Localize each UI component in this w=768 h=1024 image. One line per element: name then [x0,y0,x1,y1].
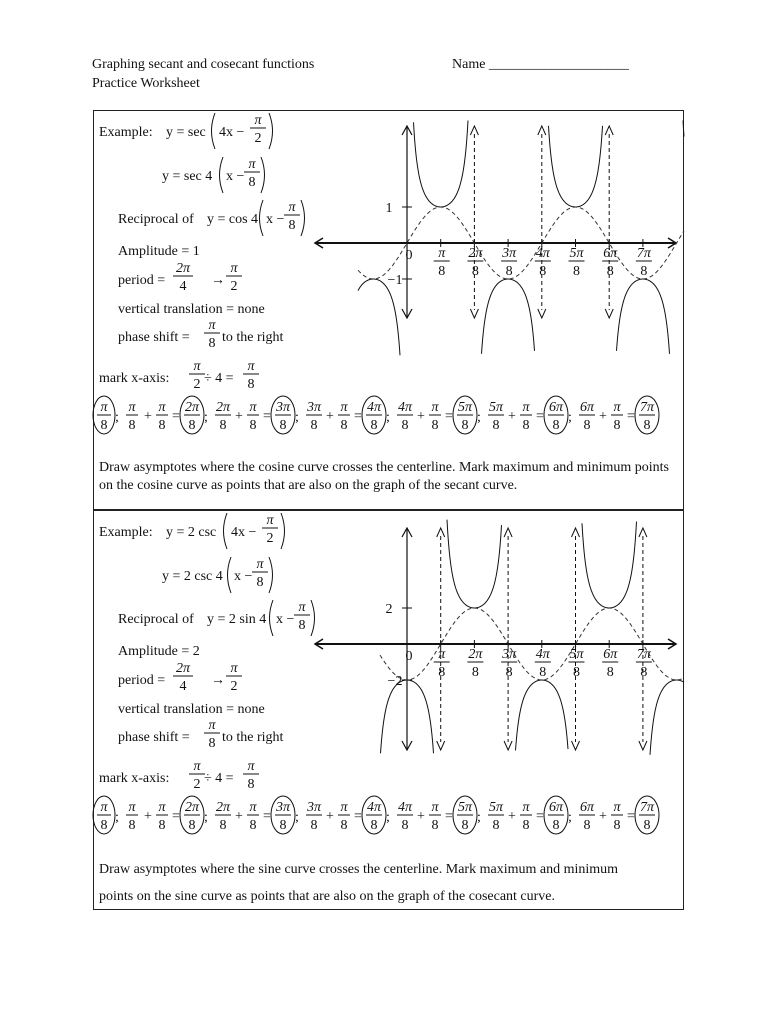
mark-first-1-numerator: π [100,800,108,815]
mark-step5-semicolon-0: ; [568,410,572,425]
reciprocal-branch-1-2 [516,680,569,751]
mark-step5-result-1-numerator: 6π [548,800,564,815]
period-fraction2-0-denominator: 2 [230,279,238,294]
instruction-line2-1: points on the sine curve as points that are also on the graph of the cosecant curve. [99,889,556,904]
x-tick-label-1-5-numerator: 5π [569,647,584,662]
x-tick-label-1-2-numerator: 2π [468,647,483,662]
asymptote-top-arrow-1-3 [639,528,647,537]
mark-step2-semicolon-0: ; [295,410,299,425]
mark-step6-result-1-numerator: 7π [639,800,655,815]
mark-step3-semicolon-0: ; [386,410,390,425]
period-fraction1-1-denominator: 4 [179,679,187,694]
y-tick-neg-label-0: −1 [387,273,403,288]
phase-shift-label-1: phase shift = [118,730,190,745]
y-tick-neg-label-1: −2 [387,674,403,689]
mark-step6-plus-0: + [599,409,607,424]
reciprocal-fraction-0-numerator: π [288,200,296,215]
x-tick-label-0-2-numerator: 2π [468,246,483,261]
equation2-inner-0: x − [226,169,245,184]
reciprocal-inner-1: x − [276,612,295,627]
mark-step3-plus-0: + [326,409,334,424]
amplitude-0: Amplitude = 1 [118,244,200,259]
equation2-fraction-0-numerator: π [248,157,256,172]
mark-step4-result-1-denominator: 8 [461,818,469,833]
phase-shift-label-0: phase shift = [118,330,190,345]
mark-step4-result-0-numerator: 5π [457,400,473,415]
example-label-0: Example: [99,125,153,140]
mark-step1-a-1-numerator: π [128,800,136,815]
mark-axis-fraction2-1-numerator: π [247,759,255,774]
mark-axis-label-1: mark x-axis: [99,771,170,786]
reciprocal-lhs-0: y = cos 4 [207,212,259,227]
period-fraction2-0-numerator: π [230,261,238,276]
mark-step6-b-1-numerator: π [613,800,621,815]
equation2-fraction-1-numerator: π [256,557,264,572]
reciprocal-label-0: Reciprocal of [118,212,194,227]
x-tick-label-0-2-denominator: 8 [471,264,479,279]
asymptote-bottom-arrow-0-1 [538,309,546,318]
x-tick-label-0-1-numerator: π [438,246,446,261]
mark-step1-semicolon-1: ; [204,810,208,825]
reciprocal-branch-0-2 [482,279,535,354]
mark-step3-equals-1: = [354,809,362,824]
mark-step4-semicolon-0: ; [477,410,481,425]
instruction-text-0: Draw asymptotes where the cosine curve crosses the centerline. Mark maximum and minimum points on the cosine curve as points that are also on the graph of the secant curve. [99,460,669,493]
mark-step5-b-0-numerator: π [522,400,530,415]
period-fraction2-1-denominator: 2 [230,679,238,694]
mark-step6-a-0-denominator: 8 [583,418,591,433]
mark-step2-b-0-denominator: 8 [249,418,257,433]
reciprocal-lhs-1: y = 2 sin 4 [207,612,267,627]
mark-step1-b-1-denominator: 8 [158,818,166,833]
equation1-inner-1: 4x − [231,525,257,540]
asymptote-top-arrow-0-2 [605,126,613,135]
mark-step6-b-0-numerator: π [613,400,621,415]
mark-step2-result-1-numerator: 3π [275,800,291,815]
mark-step2-b-1-denominator: 8 [249,818,257,833]
mark-step5-b-1-denominator: 8 [522,818,530,833]
reciprocal-label-1: Reciprocal of [118,612,194,627]
x-tick-label-1-3-denominator: 8 [505,665,513,680]
mark-step1-result-1-numerator: 2π [184,800,200,815]
mark-step5-plus-0: + [508,409,516,424]
x-tick-label-0-4-denominator: 8 [539,264,547,279]
mark-axis-fraction1-1-denominator: 2 [193,777,201,792]
mark-axis-op-1: ÷ 4 = [204,771,234,786]
mark-step1-semicolon-0: ; [204,410,208,425]
x-tick-label-1-4-numerator: 4π [535,647,550,662]
mark-step4-result-1-numerator: 5π [457,800,473,815]
mark-step2-equals-1: = [263,809,271,824]
equation2-fraction-0-denominator: 8 [248,175,256,190]
mark-step1-plus-1: + [144,809,152,824]
mark-step5-result-1-denominator: 8 [552,818,560,833]
mark-step6-b-1-denominator: 8 [613,818,621,833]
y-tick-pos-label-1: 2 [385,602,393,617]
mark-step4-equals-0: = [445,409,453,424]
phase-shift-fraction-0-denominator: 8 [208,336,216,351]
amplitude-1: Amplitude = 2 [118,644,200,659]
period-fraction2-1-numerator: π [230,661,238,676]
mark-step1-equals-1: = [172,809,180,824]
mark-step1-equals-0: = [172,409,180,424]
mark-step5-result-0-numerator: 6π [548,400,564,415]
mark-axis-fraction1-0-denominator: 2 [193,377,201,392]
x-tick-label-0-1-denominator: 8 [438,264,446,279]
mark-step4-semicolon-1: ; [477,810,481,825]
x-tick-label-1-2-denominator: 8 [471,665,479,680]
asymptote-bottom-arrow-1-0 [437,741,445,750]
reciprocal-fraction-1-denominator: 8 [298,618,306,633]
x-tick-label-0-6-denominator: 8 [606,264,614,279]
phase-shift-fraction-0-numerator: π [208,318,216,333]
mark-step1-a-0-numerator: π [128,400,136,415]
asymptote-bottom-arrow-1-3 [639,741,647,750]
mark-step6-a-1-numerator: 6π [579,800,595,815]
mark-step4-result-0-denominator: 8 [461,418,469,433]
mark-axis-fraction1-0-numerator: π [193,359,201,374]
y-tick-pos-label-0: 1 [385,201,393,216]
reciprocal-branch-0-5 [683,121,684,137]
example-label-1: Example: [99,525,153,540]
mark-step3-equals-0: = [354,409,362,424]
graph-0 [315,121,684,356]
mark-step2-plus-0: + [235,409,243,424]
reciprocal-branch-1-3 [582,522,637,609]
mark-step4-plus-1: + [417,809,425,824]
x-tick-label-0-7-denominator: 8 [640,264,648,279]
mark-step6-a-1-denominator: 8 [583,818,591,833]
x-tick-label-1-6-numerator: 6π [603,647,618,662]
phase-shift-suffix-1: to the right [222,730,284,745]
x-tick-label-0-7-numerator: 7π [636,246,651,261]
mark-step5-a-0-denominator: 8 [492,418,500,433]
x-tick-label-0-3-numerator: 3π [502,246,517,261]
asymptote-bottom-arrow-0-0 [470,309,478,318]
equation1-fraction-0-numerator: π [254,113,262,128]
mark-step1-result-1-denominator: 8 [188,818,196,833]
reciprocal-branch-0-3 [549,126,603,207]
asymptote-top-arrow-1-0 [437,528,445,537]
mark-step4-a-0-numerator: 4π [397,400,413,415]
mark-first-0-denominator: 8 [100,418,108,433]
equation1-fraction-1-numerator: π [266,513,274,528]
mark-step4-b-1-numerator: π [431,800,439,815]
mark-step2-semicolon-1: ; [295,810,299,825]
x-tick-label-1-3-numerator: 3π [502,647,517,662]
mark-step4-a-1-numerator: 4π [397,800,413,815]
x-tick-label-0-5-denominator: 8 [573,264,580,279]
mark-step3-result-0-numerator: 4π [366,400,382,415]
origin-label-0: 0 [405,248,413,263]
phase-shift-fraction-1-denominator: 8 [208,736,216,751]
mark-axis-fraction2-0-numerator: π [247,359,255,374]
mark-step6-result-1-denominator: 8 [643,818,651,833]
reciprocal-inner-0: x − [266,212,285,227]
mark-step2-a-0-numerator: 2π [215,400,231,415]
mark-step3-plus-1: + [326,809,334,824]
equation2-fraction-1-denominator: 8 [256,575,264,590]
mark-step5-a-1-denominator: 8 [492,818,500,833]
graph-1 [315,520,684,755]
mark-step3-result-0-denominator: 8 [370,418,378,433]
mark-step1-b-0-denominator: 8 [158,418,166,433]
mark-step5-equals-0: = [536,409,544,424]
mark-step2-result-1-denominator: 8 [279,818,287,833]
mark-step1-b-1-numerator: π [158,800,166,815]
mark-step4-plus-0: + [417,409,425,424]
worksheet-subtitle: Practice Worksheet [92,76,200,91]
mark-semicolon-first-1: ; [115,810,119,825]
reciprocal-branch-0-0 [358,279,400,355]
mark-step1-a-1-denominator: 8 [128,818,136,833]
instruction-line1-1: Draw asymptotes where the sine curve crosses the centerline. Mark maximum and minimum [99,862,619,877]
mark-step6-result-0-numerator: 7π [639,400,655,415]
mark-step2-b-1-numerator: π [249,800,257,815]
mark-step5-semicolon-1: ; [568,810,572,825]
x-tick-label-1-5-denominator: 8 [573,665,580,680]
phase-shift-fraction-1-numerator: π [208,718,216,733]
instruction-0 [99,459,679,499]
origin-label-1: 0 [405,649,413,664]
mark-step3-a-1-numerator: 3π [306,800,322,815]
mark-step3-b-1-numerator: π [340,800,348,815]
reciprocal-branch-0-1 [414,121,469,208]
mark-step4-a-1-denominator: 8 [401,818,409,833]
period-label-1: period = [118,673,166,688]
x-tick-label-0-4-numerator: 4π [535,246,550,261]
mark-step3-result-1-denominator: 8 [370,818,378,833]
reciprocal-branch-1-4 [650,680,684,755]
asymptote-top-arrow-0-0 [470,126,478,135]
mark-step5-b-0-denominator: 8 [522,418,530,433]
mark-axis-op-0: ÷ 4 = [204,371,234,386]
mark-axis-fraction2-0-denominator: 8 [247,377,255,392]
mark-step3-b-1-denominator: 8 [340,818,348,833]
asymptote-bottom-arrow-1-1 [504,741,512,750]
equation2-lhs-1: y = 2 csc 4 [162,569,223,584]
reciprocal-branch-1-1 [447,520,502,608]
worksheet-title: Graphing secant and cosecant functions [92,57,315,72]
period-fraction1-0-denominator: 4 [179,279,187,294]
mark-step1-b-0-numerator: π [158,400,166,415]
mark-step4-b-0-numerator: π [431,400,439,415]
period-fraction1-1-numerator: 2π [175,661,191,676]
mark-step1-a-0-denominator: 8 [128,418,136,433]
mark-step5-result-0-denominator: 8 [552,418,560,433]
mark-step6-equals-1: = [627,809,635,824]
mark-step3-a-1-denominator: 8 [310,818,318,833]
vertical-translation-0: vertical translation = none [118,302,265,317]
mark-axis-label-0: mark x-axis: [99,371,170,386]
mark-step2-a-0-denominator: 8 [219,418,227,433]
name-field[interactable]: Name ____________________ [452,57,629,72]
vertical-translation-1: vertical translation = none [118,702,265,717]
mark-step4-equals-1: = [445,809,453,824]
x-tick-label-0-6-numerator: 6π [603,246,618,261]
mark-step6-plus-1: + [599,809,607,824]
mark-step6-equals-0: = [627,409,635,424]
x-tick-label-0-5-numerator: 5π [569,246,584,261]
mark-step6-result-0-denominator: 8 [643,418,651,433]
mark-step4-a-0-denominator: 8 [401,418,409,433]
mark-step1-plus-0: + [144,409,152,424]
period-label-0: period = [118,273,166,288]
equation2-lhs-0: y = sec 4 [162,169,213,184]
asymptote-bottom-arrow-1-2 [572,741,580,750]
mark-step1-result-0-numerator: 2π [184,400,200,415]
mark-step3-semicolon-1: ; [386,810,390,825]
equation2-inner-1: x − [234,569,253,584]
mark-step2-equals-0: = [263,409,271,424]
x-tick-label-1-7-numerator: 7π [636,647,651,662]
x-tick-label-0-3-denominator: 8 [505,264,513,279]
period-arrow-0: → [211,273,225,288]
equation1-lhs-1: y = 2 csc [166,525,217,540]
mark-step2-b-0-numerator: π [249,400,257,415]
mark-axis-fraction2-1-denominator: 8 [247,777,255,792]
mark-step3-a-0-numerator: 3π [306,400,322,415]
reciprocal-fraction-1-numerator: π [298,600,306,615]
mark-step4-b-0-denominator: 8 [431,418,439,433]
mark-step5-b-1-numerator: π [522,800,530,815]
mark-step6-a-0-numerator: 6π [579,400,595,415]
x-tick-label-1-6-denominator: 8 [606,665,614,680]
asymptote-bottom-arrow-0-2 [605,309,613,318]
equation1-fraction-0-denominator: 2 [254,131,262,146]
x-tick-label-1-7-denominator: 8 [640,665,648,680]
mark-step2-a-1-denominator: 8 [219,818,227,833]
x-tick-label-1-4-denominator: 8 [539,665,547,680]
period-fraction1-0-numerator: 2π [175,261,191,276]
asymptote-top-arrow-0-1 [538,126,546,135]
mark-step5-a-1-numerator: 5π [488,800,504,815]
mark-first-1-denominator: 8 [100,818,108,833]
period-arrow-1: → [211,673,225,688]
mark-step5-equals-1: = [536,809,544,824]
equation1-lhs-0: y = sec [166,125,206,140]
mark-step2-result-0-denominator: 8 [279,418,287,433]
mark-semicolon-first-0: ; [115,410,119,425]
mark-first-0-numerator: π [100,400,108,415]
mark-step3-b-0-numerator: π [340,400,348,415]
phase-shift-suffix-0: to the right [222,330,284,345]
reciprocal-fraction-0-denominator: 8 [288,218,296,233]
x-tick-label-1-1-numerator: π [438,647,446,662]
asymptote-top-arrow-1-1 [504,528,512,537]
mark-step3-b-0-denominator: 8 [340,418,348,433]
reciprocal-branch-0-4 [617,279,670,354]
mark-step5-plus-1: + [508,809,516,824]
mark-step2-a-1-numerator: 2π [215,800,231,815]
mark-step3-result-1-numerator: 4π [366,800,382,815]
mark-step5-a-0-numerator: 5π [488,400,504,415]
equation1-fraction-1-denominator: 2 [266,531,274,546]
mark-step6-b-0-denominator: 8 [613,418,621,433]
mark-step2-result-0-numerator: 3π [275,400,291,415]
x-tick-label-1-1-denominator: 8 [438,665,446,680]
mark-step1-result-0-denominator: 8 [188,418,196,433]
mark-step4-b-1-denominator: 8 [431,818,439,833]
asymptote-top-arrow-1-2 [572,528,580,537]
mark-axis-fraction1-1-numerator: π [193,759,201,774]
equation1-inner-0: 4x − [219,125,245,140]
mark-step3-a-0-denominator: 8 [310,418,318,433]
mark-step2-plus-1: + [235,809,243,824]
